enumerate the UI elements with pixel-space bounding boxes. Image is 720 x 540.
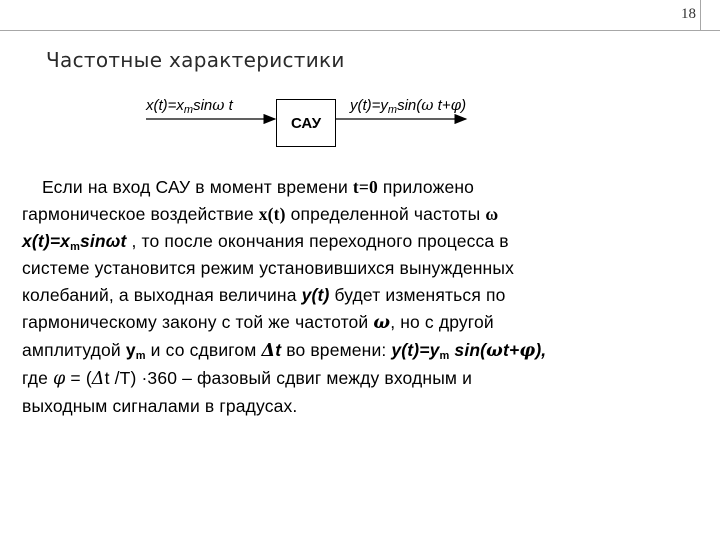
- sau-block-label: САУ: [290, 114, 322, 132]
- body-line-2: гармоническое воздействие x(t) определенной частоты ω: [22, 204, 499, 224]
- block-diagram: [0, 90, 720, 160]
- body-line-7: амплитудой $y_m$ и со сдвигом Δt во времени: $y(t)=y_m$ sin(ωt+φ),: [22, 340, 547, 362]
- sau-block: [276, 99, 336, 147]
- body-line-9: выходным сигналами в градусах.: [22, 396, 298, 416]
- slide-header-frame: [0, 0, 720, 34]
- slide-title: Частотные характеристики: [46, 48, 345, 72]
- header-divider: [0, 30, 720, 31]
- output-signal-label: $y(t)=y_m\sin(\omega$ t+φ): [350, 96, 467, 116]
- body-line-1: Если на вход САУ в момент времени t=0 приложено: [42, 177, 475, 197]
- body-line-4: системе установится режим установившихся вынужденных: [22, 258, 514, 278]
- input-signal-label: $x(t)=x_m\sin\omega$ t: [146, 96, 233, 116]
- page-number-divider: [700, 0, 701, 31]
- body-line-8: где φ = (Δt /T) ·360 – фазовый сдвиг между входным и: [22, 368, 473, 389]
- page-number: 18: [681, 6, 696, 22]
- body-paragraph: [22, 174, 702, 420]
- body-line-5: колебаний, а выходная величина y(t) будет изменяться по: [22, 285, 506, 305]
- body-line-3: $x(t)=x_m\sin\omega t$ , то после окончания переходного процесса в: [22, 231, 509, 253]
- body-line-6: гармоническому закону с той же частотой ω, но с другой: [22, 312, 494, 333]
